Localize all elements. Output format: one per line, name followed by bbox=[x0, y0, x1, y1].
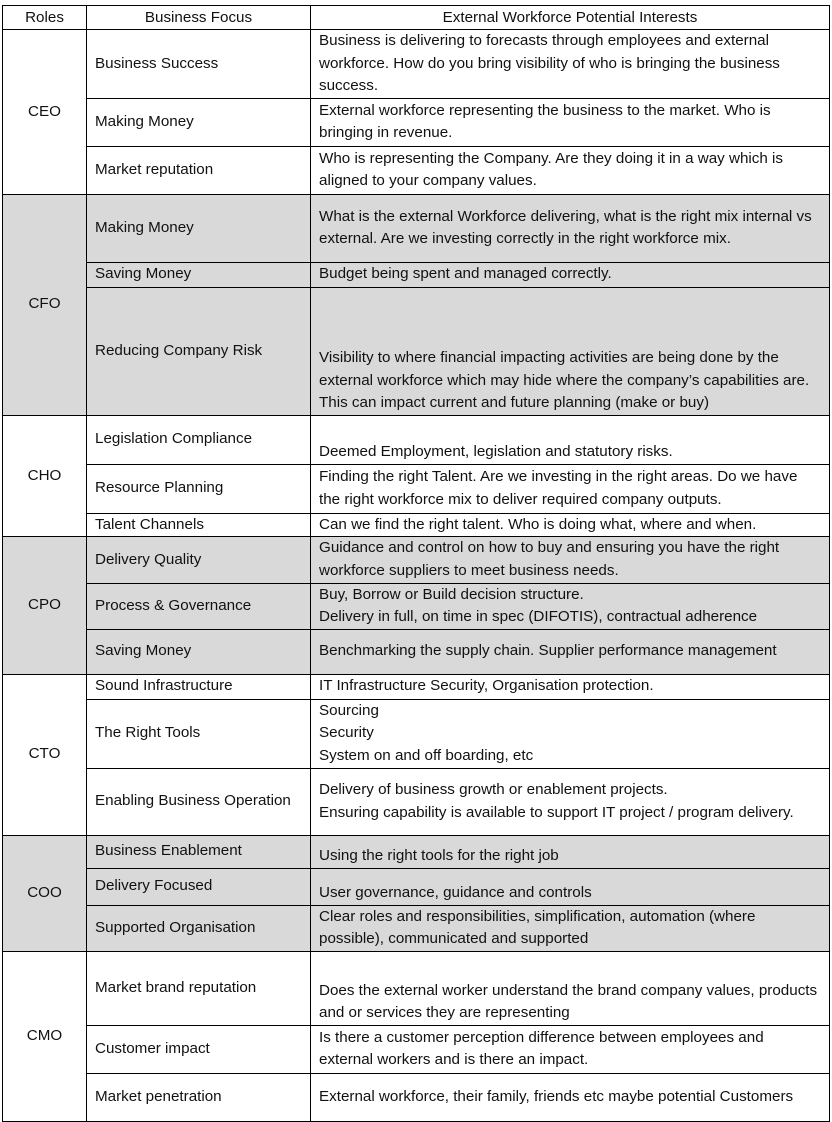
table-row bbox=[3, 1025, 830, 1073]
role-cell: CTO bbox=[3, 674, 87, 835]
interest-cell bbox=[311, 1073, 830, 1121]
interest-line: External workforce, their family, friends etc maybe potential Customers bbox=[319, 1087, 794, 1105]
business-focus-cell: Business Success bbox=[87, 30, 311, 99]
interest-cell bbox=[311, 905, 830, 951]
business-focus-cell: Legislation Compliance bbox=[87, 415, 311, 464]
interest-line: Buy, Borrow or Build decision structure. bbox=[319, 585, 584, 603]
interest-line: Delivery of business growth or enablement projects. bbox=[319, 780, 668, 798]
interest-line: Security bbox=[319, 724, 374, 742]
business-focus-cell: Sound Infrastructure bbox=[87, 674, 311, 699]
table-row bbox=[3, 583, 830, 629]
interest-line: Business is delivering to forecasts through employees and external workforce. How do you bring visibility of who is bringing the business success. bbox=[319, 32, 780, 95]
role-cell: CHO bbox=[3, 415, 87, 537]
role-cell: CMO bbox=[3, 951, 87, 1121]
table-row bbox=[3, 868, 830, 905]
interest-line: Sourcing bbox=[319, 701, 379, 719]
business-focus-cell: Market penetration bbox=[87, 1073, 311, 1121]
interest-cell bbox=[311, 464, 830, 513]
business-focus-cell: Delivery Focused bbox=[87, 868, 311, 905]
table-row bbox=[3, 951, 830, 1025]
interest-cell bbox=[311, 629, 830, 674]
interest-line: External workforce representing the business to the market. Who is bringing in revenue. bbox=[319, 101, 771, 142]
table-row bbox=[3, 464, 830, 513]
interest-line: What is the external Workforce delivering, what is the right mix internal vs external. Are we investing correctly in the right workforce mix. bbox=[319, 207, 812, 248]
table-row bbox=[3, 699, 830, 768]
interest-cell bbox=[311, 194, 830, 262]
interest-cell bbox=[311, 287, 830, 415]
table-row bbox=[3, 98, 830, 146]
business-focus-cell: Enabling Business Operation bbox=[87, 768, 311, 835]
interest-cell bbox=[311, 768, 830, 835]
table-row bbox=[3, 674, 830, 699]
interest-cell bbox=[311, 951, 830, 1025]
business-focus-cell: Business Enablement bbox=[87, 835, 311, 868]
business-focus-cell: Making Money bbox=[87, 98, 311, 146]
interest-line: Visibility to where financial impacting activities are being done by the external workforce which may hide where the company’s capabilities are. This can impact current and future planning (make or buy) bbox=[319, 349, 810, 412]
business-focus-cell: Supported Organisation bbox=[87, 905, 311, 951]
header-roles: Roles bbox=[3, 6, 87, 30]
interest-cell bbox=[311, 30, 830, 99]
header-row bbox=[3, 6, 830, 30]
business-focus-cell: Making Money bbox=[87, 194, 311, 262]
interest-cell bbox=[311, 513, 830, 537]
table-row bbox=[3, 1073, 830, 1121]
business-focus-cell: Process & Governance bbox=[87, 583, 311, 629]
interest-line: Ensuring capability is available to support IT project / program delivery. bbox=[319, 803, 794, 821]
interest-line: Benchmarking the supply chain. Supplier performance management bbox=[319, 642, 777, 660]
table-row bbox=[3, 835, 830, 868]
interest-line: Budget being spent and managed correctly. bbox=[319, 265, 612, 283]
business-focus-table bbox=[2, 5, 830, 1122]
role-cell: CFO bbox=[3, 194, 87, 415]
interest-line: Deemed Employment, legislation and statutory risks. bbox=[319, 443, 673, 461]
interest-cell bbox=[311, 699, 830, 768]
business-focus-cell: Market brand reputation bbox=[87, 951, 311, 1025]
interest-cell bbox=[311, 835, 830, 868]
interest-line: Does the external worker understand the brand company values, products and or services they are representing bbox=[319, 981, 818, 1022]
table-row bbox=[3, 905, 830, 951]
role-cell: CPO bbox=[3, 537, 87, 674]
table-row bbox=[3, 768, 830, 835]
table-row bbox=[3, 415, 830, 464]
business-focus-cell: Reducing Company Risk bbox=[87, 287, 311, 415]
business-focus-cell: Saving Money bbox=[87, 262, 311, 287]
interest-line: Using the right tools for the right job bbox=[319, 846, 559, 864]
interest-line: Guidance and control on how to buy and ensuring you have the right workforce suppliers to meet business needs. bbox=[319, 539, 780, 579]
interest-line: Can we find the right talent. Who is doing what, where and when. bbox=[319, 515, 757, 533]
interest-cell bbox=[311, 583, 830, 629]
table-row bbox=[3, 30, 830, 99]
table-row bbox=[3, 629, 830, 674]
interest-cell bbox=[311, 537, 830, 583]
business-focus-cell: The Right Tools bbox=[87, 699, 311, 768]
interest-line: Who is representing the Company. Are they doing it in a way which is aligned to your company values. bbox=[319, 149, 784, 190]
interest-cell bbox=[311, 1025, 830, 1073]
table-row bbox=[3, 537, 830, 583]
interest-line: System on and off boarding, etc bbox=[319, 746, 534, 764]
table-row bbox=[3, 146, 830, 194]
interest-line: Clear roles and responsibilities, simplification, automation (where possible), communicated and supported bbox=[319, 907, 756, 948]
interest-cell bbox=[311, 868, 830, 905]
role-cell: COO bbox=[3, 835, 87, 951]
interest-cell bbox=[311, 262, 830, 287]
interest-line: Is there a customer perception difference between employees and external workers and is there an impact. bbox=[319, 1028, 764, 1069]
table-body bbox=[3, 30, 830, 1122]
table-row bbox=[3, 262, 830, 287]
business-focus-cell: Talent Channels bbox=[87, 513, 311, 537]
table-row bbox=[3, 513, 830, 537]
interest-line: IT Infrastructure Security, Organisation protection. bbox=[319, 677, 654, 695]
interest-cell bbox=[311, 146, 830, 194]
interest-cell bbox=[311, 98, 830, 146]
business-focus-cell: Customer impact bbox=[87, 1025, 311, 1073]
role-cell: CEO bbox=[3, 30, 87, 195]
business-focus-cell: Market reputation bbox=[87, 146, 311, 194]
interest-cell bbox=[311, 415, 830, 464]
business-focus-cell: Resource Planning bbox=[87, 464, 311, 513]
business-focus-cell: Delivery Quality bbox=[87, 537, 311, 583]
table-row bbox=[3, 287, 830, 415]
header-interests: External Workforce Potential Interests bbox=[311, 6, 830, 30]
interest-line: Delivery in full, on time in spec (DIFOTIS), contractual adherence bbox=[319, 608, 758, 626]
table-row bbox=[3, 194, 830, 262]
header-business-focus: Business Focus bbox=[87, 6, 311, 30]
interest-line: User governance, guidance and controls bbox=[319, 883, 592, 901]
business-focus-cell: Saving Money bbox=[87, 629, 311, 674]
interest-line: Finding the right Talent. Are we investing in the right areas. Do we have the right workforce mix to deliver required company outputs. bbox=[319, 468, 798, 508]
interest-cell bbox=[311, 674, 830, 699]
